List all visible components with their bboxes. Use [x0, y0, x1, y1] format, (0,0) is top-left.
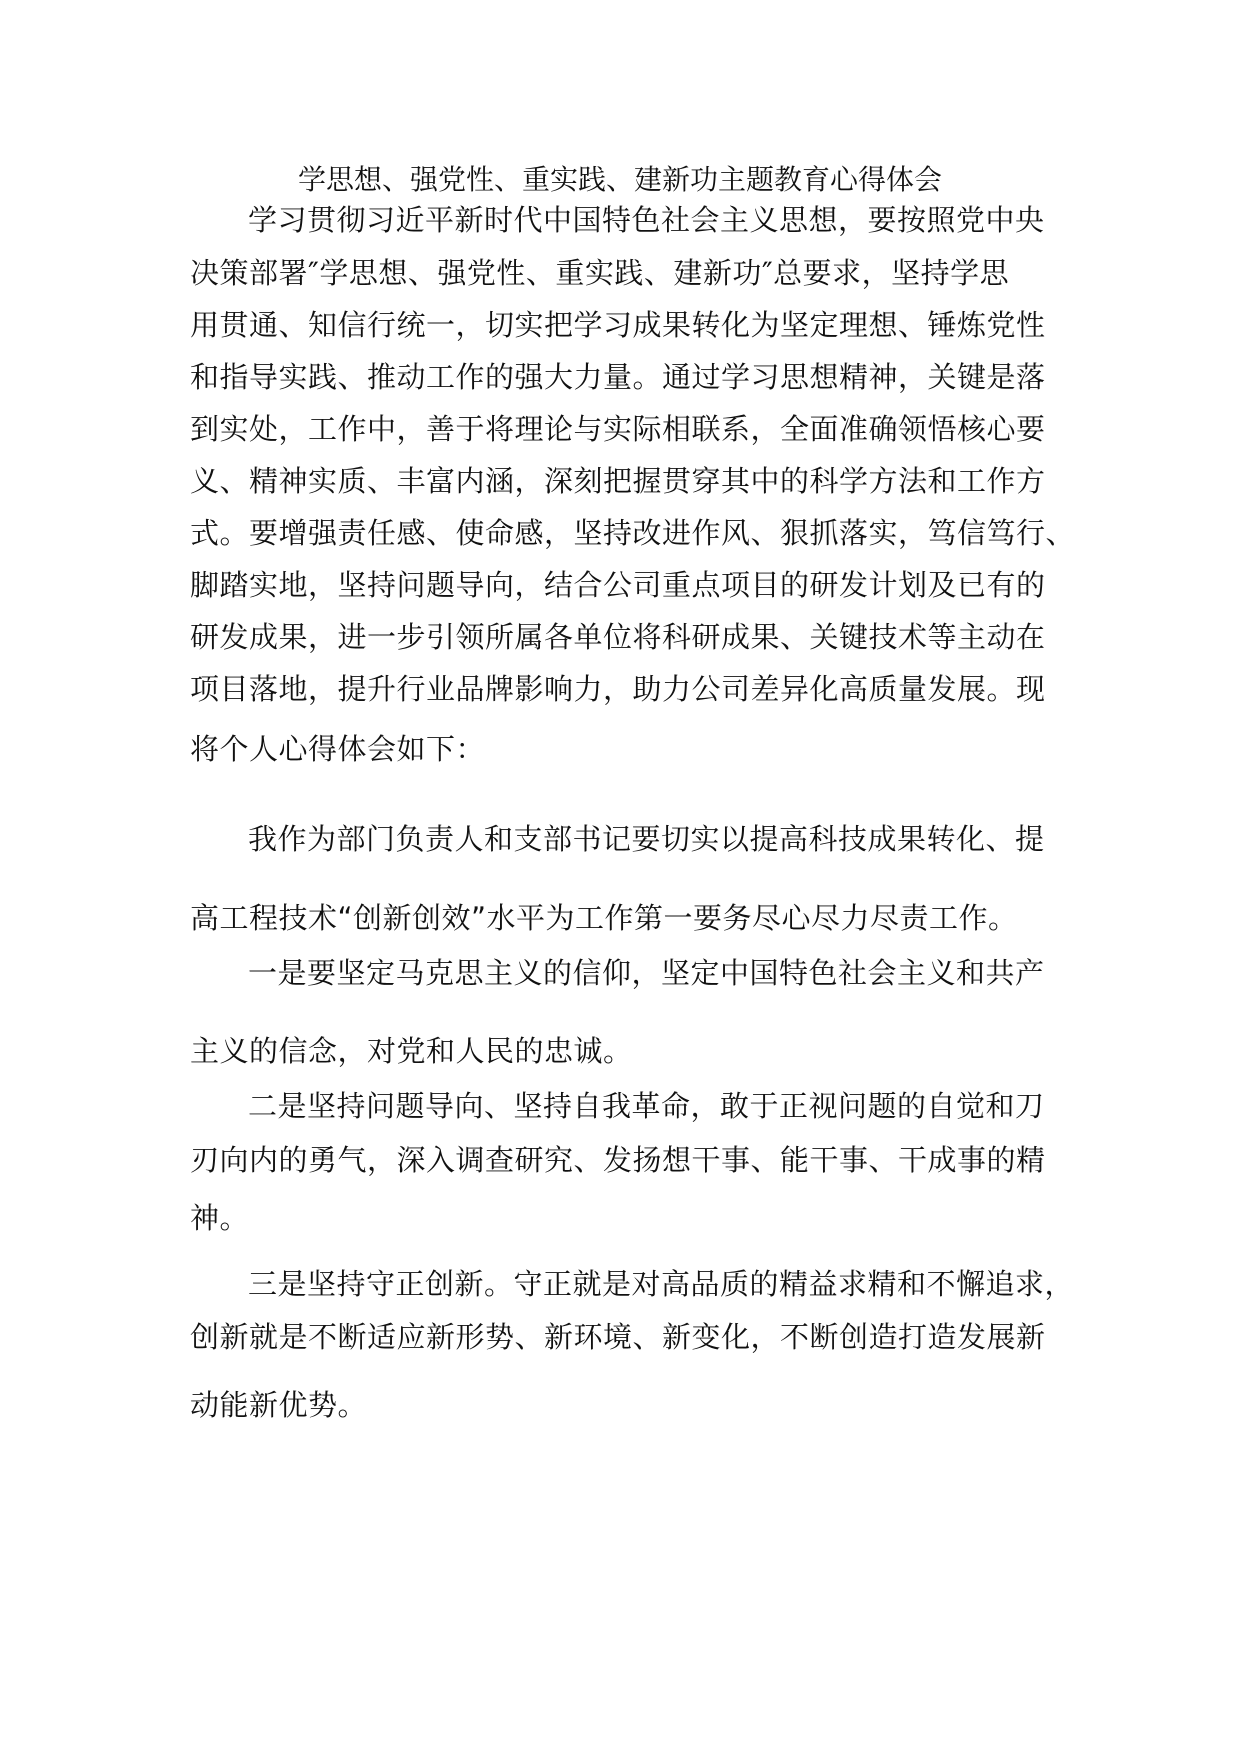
paragraph-4-line-1: 二是坚持问题导向、坚持自我革命，敢于正视问题的自觉和刀	[248, 1089, 1045, 1123]
paragraph-1-line-11: 将个人心得体会如下：	[190, 732, 486, 766]
paragraph-1-line-3: 用贯通、知信行统一，切实把学习成果转化为坚定理想、锤炼党性	[190, 308, 1046, 342]
paragraph-1-line-5: 到实处，工作中，善于将理论与实际相联系，全面准确领悟核心要	[190, 412, 1046, 446]
paragraph-1-line-6: 义、精神实质、丰富内涵，深刻把握贯穿其中的科学方法和工作方	[190, 464, 1046, 498]
document-title: 学思想、强党性、重实践、建新功主题教育心得体会	[297, 163, 942, 196]
paragraph-5-line-2: 创新就是不断适应新形势、新环境、新变化，不断创造打造发展新	[190, 1320, 1046, 1354]
paragraph-2-line-2: 高工程技术“创新创效”水平为工作第一要务尽心尽力尽责工作。	[190, 901, 1018, 935]
paragraph-1-line-2: 决策部署″学思想、强党性、重实践、建新功″总要求，坚持学思	[190, 256, 1010, 290]
paragraph-4-line-3: 神。	[190, 1201, 250, 1235]
paragraph-3-line-1: 一是要坚定马克思主义的信仰，坚定中国特色社会主义和共产	[248, 956, 1045, 990]
paragraph-4-line-2: 刃向内的勇气，深入调查研究、发扬想干事、能干事、干成事的精	[190, 1143, 1046, 1177]
paragraph-5-line-3: 动能新优势。	[190, 1388, 368, 1422]
paragraph-1-line-1: 学习贯彻习近平新时代中国特色社会主义思想，要按照党中央	[248, 203, 1045, 237]
paragraph-3-line-2: 主义的信念，对党和人民的忠诚。	[190, 1034, 633, 1068]
paragraph-2-line-1: 我作为部门负责人和支部书记要切实以提高科技成果转化、提	[248, 822, 1045, 856]
paragraph-1-line-10: 项目落地，提升行业品牌影响力，助力公司差异化高质量发展。现	[190, 672, 1046, 706]
paragraph-1-line-4: 和指导实践、推动工作的强大力量。通过学习思想精神，关键是落	[190, 360, 1046, 394]
paragraph-1-line-7: 式。要增强责任感、使命感，坚持改进作风、狠抓落实，笃信笃行、	[190, 516, 1076, 550]
paragraph-1-line-9: 研发成果，进一步引领所属各单位将科研成果、关键技术等主动在	[190, 620, 1046, 654]
paragraph-5-line-1: 三是坚持守正创新。守正就是对高品质的精益求精和不懈追求，	[248, 1267, 1075, 1301]
paragraph-1-line-8: 脚踏实地，坚持问题导向，结合公司重点项目的研发计划及已有的	[190, 568, 1046, 602]
